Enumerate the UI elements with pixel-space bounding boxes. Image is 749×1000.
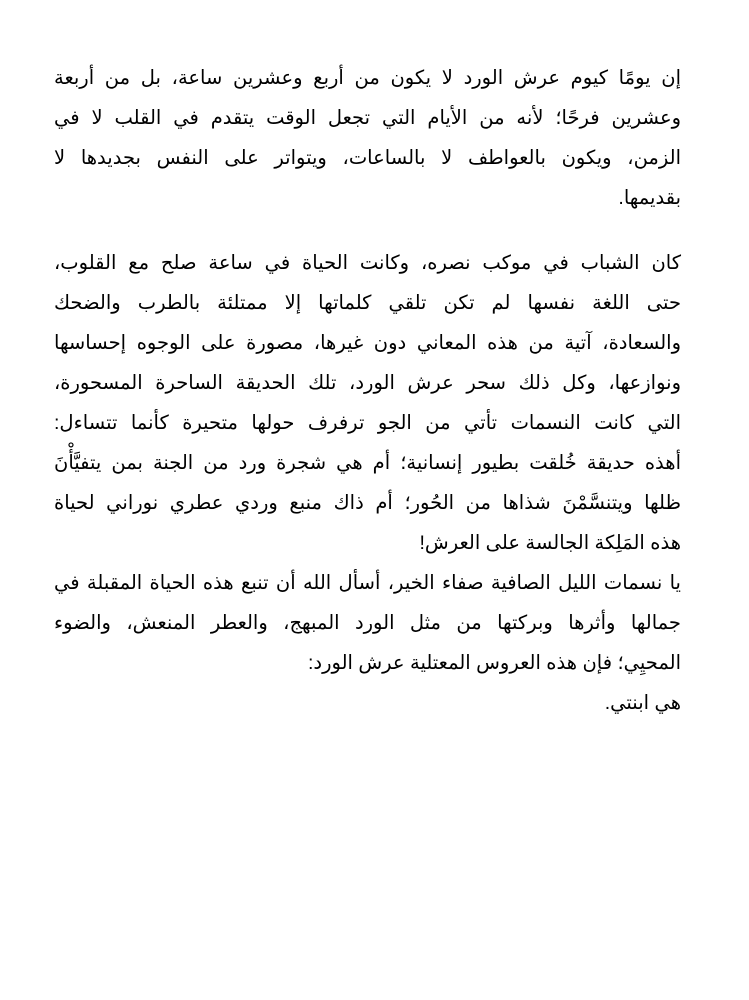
text-line: حتى اللغة نفسها لم تكن تلقي كلماتها إلا ممتلئة بالطرب والضحك [54, 292, 681, 314]
text-line: كان الشباب في موكب نصره، وكانت الحياة في ساعة صلح مع القلوب، [54, 252, 681, 274]
paragraph-youth-procession [54, 243, 681, 723]
text-line: ونوازعها، وكل ذلك سحر عرش الورد، تلك الحديقة الساحرة المسحورة، [54, 372, 681, 394]
text-line: والسعادة، آتية من هذه المعاني دون غيرها، مصورة على الوجوه إحساسها [54, 332, 681, 354]
text-line: ظلها ويتنسَّمْنَ شذاها من الحُور؛ أم ذاك منبع وردي عطري نوراني لحياة [54, 492, 681, 514]
text-line: إن يومًا كيوم عرش الورد لا يكون من أربع وعشرين ساعة، بل من أربعة [54, 67, 681, 89]
text-line: الزمن، ويكون بالعواطف لا بالساعات، ويتواتر على النفس بجديدها لا [54, 147, 681, 169]
text-line: يا نسمات الليل الصافية صفاء الخير، أسأل الله أن تنبع هذه الحياة المقبلة في [54, 572, 681, 594]
text-line: هذه المَلِكة الجالسة على العرش! [419, 532, 681, 554]
paragraph-rose-throne-day [54, 58, 681, 218]
text-line: أهذه حديقة خُلقت بطيور إنسانية؛ أم هي شجرة ورد من الجنة بمن يتفيَّأْنَ [54, 452, 681, 474]
text-line: وعشرين فرحًا؛ لأنه من الأيام التي تجعل الوقت يتقدم في القلب لا في [54, 107, 681, 129]
text-line: جمالها وأثرها وبركتها من مثل الورد المبهج، والعطر المنعش، والضوء [54, 612, 681, 634]
text-line: التي كانت النسمات تأتي من الجو ترفرف حولها متحيرة كأنما تتساءل: [54, 412, 681, 434]
text-line: بقديمها. [618, 187, 681, 209]
text-line: المحيِي؛ فإن هذه العروس المعتلية عرش الورد: [308, 652, 681, 674]
text-line: هي ابنتي. [604, 692, 681, 714]
